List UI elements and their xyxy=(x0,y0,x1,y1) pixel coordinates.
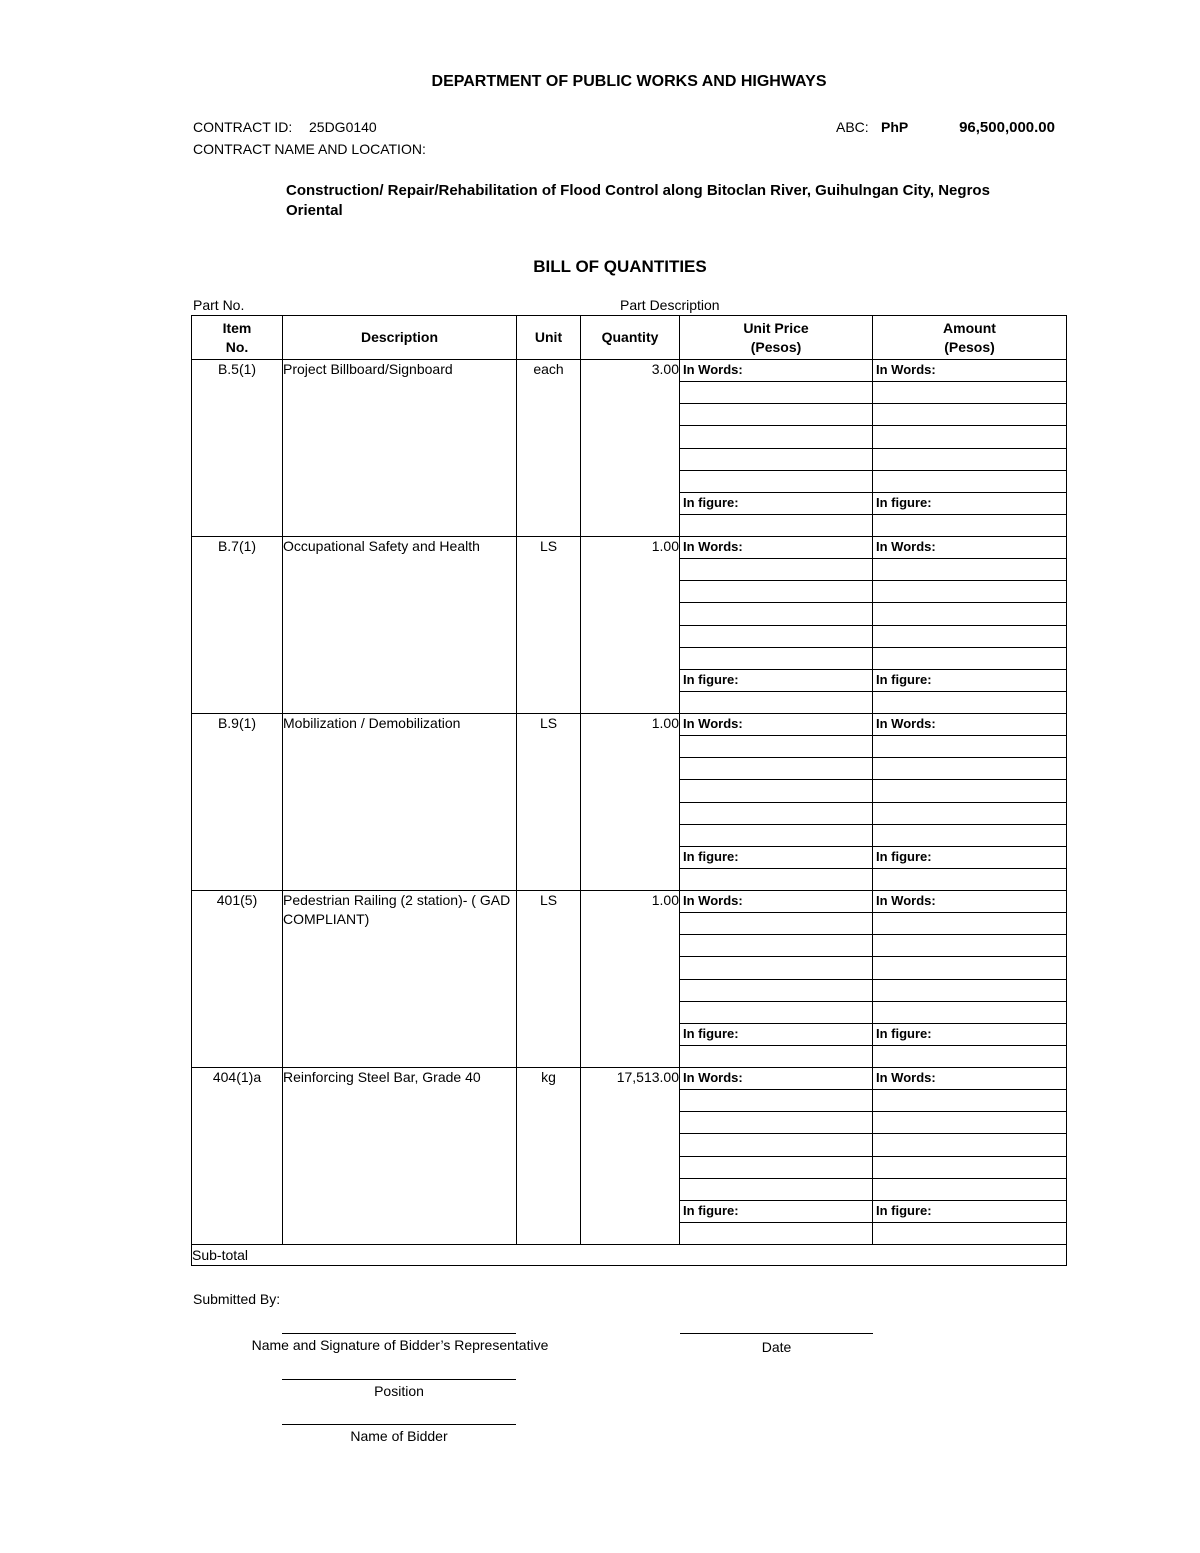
amount-blank-line[interactable] xyxy=(873,957,1066,979)
unit-price-blank-line[interactable] xyxy=(680,803,872,825)
item-no: B.5(1) xyxy=(192,360,283,537)
amount-blank-line[interactable] xyxy=(873,515,1066,536)
unit-price-cell xyxy=(680,714,873,891)
item-quantity: 1.00 xyxy=(581,891,680,1068)
unit-price-blank-line[interactable] xyxy=(680,426,872,448)
item-description: Mobilization / Demobilization xyxy=(283,714,517,891)
amount-in-words[interactable]: In Words: xyxy=(873,360,1066,382)
amount-in-figure[interactable]: In figure: xyxy=(873,493,1066,515)
unit-price-blank-line[interactable] xyxy=(680,869,872,890)
unit-price-entry-lines xyxy=(680,1068,872,1244)
amount-blank-line[interactable] xyxy=(873,692,1066,713)
amount-cell xyxy=(873,714,1067,891)
amount-entry-lines xyxy=(873,537,1066,713)
part-description-label: Part Description xyxy=(620,297,720,313)
unit-price-in-figure[interactable]: In figure: xyxy=(680,1024,872,1046)
unit-price-blank-line[interactable] xyxy=(680,736,872,758)
abc-label: ABC: xyxy=(836,119,869,135)
amount-blank-line[interactable] xyxy=(873,471,1066,493)
amount-blank-line[interactable] xyxy=(873,1179,1066,1201)
amount-blank-line[interactable] xyxy=(873,869,1066,890)
table-row xyxy=(192,714,1067,891)
submitted-by-label: Submitted By: xyxy=(193,1291,281,1307)
amount-blank-line[interactable] xyxy=(873,382,1066,404)
header-unit: Unit xyxy=(517,316,581,360)
header-item-no: Item No. xyxy=(192,316,283,360)
amount-in-figure[interactable]: In figure: xyxy=(873,1024,1066,1046)
item-quantity: 17,513.00 xyxy=(581,1068,680,1245)
amount-in-figure[interactable]: In figure: xyxy=(873,670,1066,692)
table-header-row xyxy=(192,316,1067,360)
unit-price-blank-line[interactable] xyxy=(680,404,872,426)
unit-price-blank-line[interactable] xyxy=(680,1002,872,1024)
item-quantity: 1.00 xyxy=(581,537,680,714)
amount-cell xyxy=(873,360,1067,537)
representative-signature-line xyxy=(282,1333,516,1334)
item-description: Project Billboard/Signboard xyxy=(283,360,517,537)
abc-currency: PhP xyxy=(881,119,909,135)
unit-price-entry-lines xyxy=(680,891,872,1067)
unit-price-blank-line[interactable] xyxy=(680,1157,872,1179)
unit-price-blank-line[interactable] xyxy=(680,1179,872,1201)
unit-price-blank-line[interactable] xyxy=(680,471,872,493)
unit-price-blank-line[interactable] xyxy=(680,1090,872,1112)
date-caption: Date xyxy=(761,1339,792,1355)
item-quantity: 3.00 xyxy=(581,360,680,537)
contract-name: Construction/ Repair/Rehabilitation of Flood Control along Bitoclan River, Guihulngan City, Negros Oriental xyxy=(286,182,990,219)
amount-entry-lines xyxy=(873,891,1066,1067)
amount-in-figure[interactable]: In figure: xyxy=(873,847,1066,869)
unit-price-blank-line[interactable] xyxy=(680,780,872,802)
unit-price-in-figure[interactable]: In figure: xyxy=(680,847,872,869)
contract-id: 25DG0140 xyxy=(309,119,377,135)
unit-price-in-words[interactable]: In Words: xyxy=(680,1068,872,1090)
amount-blank-line[interactable] xyxy=(873,626,1066,648)
bill-of-quantities-table xyxy=(191,315,1067,1266)
amount-blank-line[interactable] xyxy=(873,1090,1066,1112)
unit-price-blank-line[interactable] xyxy=(680,825,872,847)
amount-blank-line[interactable] xyxy=(873,1134,1066,1156)
unit-price-blank-line[interactable] xyxy=(680,648,872,670)
unit-price-entry-lines xyxy=(680,537,872,713)
table-row xyxy=(192,360,1067,537)
unit-price-in-words[interactable]: In Words: xyxy=(680,537,872,559)
contract-name-label: CONTRACT NAME AND LOCATION: xyxy=(193,141,426,157)
unit-price-blank-line[interactable] xyxy=(680,1223,872,1244)
amount-blank-line[interactable] xyxy=(873,449,1066,471)
header-amount: Amount (Pesos) xyxy=(873,316,1067,360)
unit-price-in-words[interactable]: In Words: xyxy=(680,891,872,913)
unit-price-in-words[interactable]: In Words: xyxy=(680,360,872,382)
unit-price-blank-line[interactable] xyxy=(680,913,872,935)
unit-price-blank-line[interactable] xyxy=(680,692,872,713)
amount-entry-lines xyxy=(873,360,1066,536)
unit-price-blank-line[interactable] xyxy=(680,1046,872,1067)
date-line xyxy=(680,1333,873,1334)
unit-price-in-figure[interactable]: In figure: xyxy=(680,493,872,515)
amount-blank-line[interactable] xyxy=(873,603,1066,625)
item-unit: LS xyxy=(517,891,581,1068)
unit-price-blank-line[interactable] xyxy=(680,1112,872,1134)
amount-blank-line[interactable] xyxy=(873,559,1066,581)
unit-price-entry-lines xyxy=(680,714,872,890)
unit-price-blank-line[interactable] xyxy=(680,957,872,979)
amount-in-words[interactable]: In Words: xyxy=(873,537,1066,559)
amount-blank-line[interactable] xyxy=(873,803,1066,825)
amount-blank-line[interactable] xyxy=(873,1112,1066,1134)
table-row xyxy=(192,891,1067,1068)
amount-blank-line[interactable] xyxy=(873,426,1066,448)
amount-blank-line[interactable] xyxy=(873,581,1066,603)
amount-blank-line[interactable] xyxy=(873,1223,1066,1244)
header-quantity: Quantity xyxy=(581,316,680,360)
bidder-name-caption: Name of Bidder xyxy=(350,1428,448,1444)
unit-price-blank-line[interactable] xyxy=(680,758,872,780)
unit-price-blank-line[interactable] xyxy=(680,935,872,957)
amount-cell xyxy=(873,1068,1067,1245)
item-description: Pedestrian Railing (2 station)- ( GAD COMPLIANT) xyxy=(283,891,517,1068)
header-unit-price: Unit Price (Pesos) xyxy=(680,316,873,360)
unit-price-blank-line[interactable] xyxy=(680,581,872,603)
contract-id-label: CONTRACT ID: xyxy=(193,119,293,135)
amount-blank-line[interactable] xyxy=(873,758,1066,780)
amount-cell xyxy=(873,537,1067,714)
table-row xyxy=(192,537,1067,714)
amount-blank-line[interactable] xyxy=(873,1157,1066,1179)
unit-price-cell xyxy=(680,537,873,714)
unit-price-cell xyxy=(680,891,873,1068)
unit-price-in-words[interactable]: In Words: xyxy=(680,714,872,736)
unit-price-blank-line[interactable] xyxy=(680,449,872,471)
department-title: DEPARTMENT OF PUBLIC WORKS AND HIGHWAYS xyxy=(431,73,827,90)
subtotal-row xyxy=(192,1245,1067,1266)
amount-cell xyxy=(873,891,1067,1068)
amount-blank-line[interactable] xyxy=(873,780,1066,802)
amount-entry-lines xyxy=(873,714,1066,890)
bidder-name-line xyxy=(282,1424,516,1425)
item-description: Reinforcing Steel Bar, Grade 40 xyxy=(283,1068,517,1245)
item-unit: LS xyxy=(517,714,581,891)
table-row xyxy=(192,1068,1067,1245)
item-unit: kg xyxy=(517,1068,581,1245)
subtotal-label: Sub-total xyxy=(192,1245,1067,1266)
item-unit: each xyxy=(517,360,581,537)
item-no: 401(5) xyxy=(192,891,283,1068)
unit-price-blank-line[interactable] xyxy=(680,559,872,581)
amount-blank-line[interactable] xyxy=(873,980,1066,1002)
amount-blank-line[interactable] xyxy=(873,1046,1066,1067)
unit-price-blank-line[interactable] xyxy=(680,603,872,625)
position-line xyxy=(282,1379,516,1380)
unit-price-blank-line[interactable] xyxy=(680,382,872,404)
amount-entry-lines xyxy=(873,1068,1066,1244)
amount-blank-line[interactable] xyxy=(873,648,1066,670)
amount-blank-line[interactable] xyxy=(873,935,1066,957)
amount-in-words[interactable]: In Words: xyxy=(873,1068,1066,1090)
amount-blank-line[interactable] xyxy=(873,825,1066,847)
abc-amount: 96,500,000.00 xyxy=(959,119,1055,136)
unit-price-in-figure[interactable]: In figure: xyxy=(680,1201,872,1223)
item-quantity: 1.00 xyxy=(581,714,680,891)
unit-price-blank-line[interactable] xyxy=(680,1134,872,1156)
amount-blank-line[interactable] xyxy=(873,736,1066,758)
unit-price-cell xyxy=(680,1068,873,1245)
part-no-label: Part No. xyxy=(193,297,245,313)
amount-blank-line[interactable] xyxy=(873,404,1066,426)
unit-price-cell xyxy=(680,360,873,537)
item-unit: LS xyxy=(517,537,581,714)
unit-price-entry-lines xyxy=(680,360,872,536)
item-no: B.9(1) xyxy=(192,714,283,891)
representative-caption: Name and Signature of Bidder’s Representative xyxy=(251,1337,549,1353)
amount-blank-line[interactable] xyxy=(873,913,1066,935)
amount-blank-line[interactable] xyxy=(873,1002,1066,1024)
position-caption: Position xyxy=(374,1383,424,1399)
bill-of-quantities-title: BILL OF QUANTITIES xyxy=(533,257,707,276)
unit-price-in-figure[interactable]: In figure: xyxy=(680,670,872,692)
amount-in-words[interactable]: In Words: xyxy=(873,714,1066,736)
item-description: Occupational Safety and Health xyxy=(283,537,517,714)
header-description: Description xyxy=(283,316,517,360)
amount-in-words[interactable]: In Words: xyxy=(873,891,1066,913)
unit-price-blank-line[interactable] xyxy=(680,626,872,648)
amount-in-figure[interactable]: In figure: xyxy=(873,1201,1066,1223)
unit-price-blank-line[interactable] xyxy=(680,980,872,1002)
unit-price-blank-line[interactable] xyxy=(680,515,872,536)
item-no: 404(1)a xyxy=(192,1068,283,1245)
item-no: B.7(1) xyxy=(192,537,283,714)
